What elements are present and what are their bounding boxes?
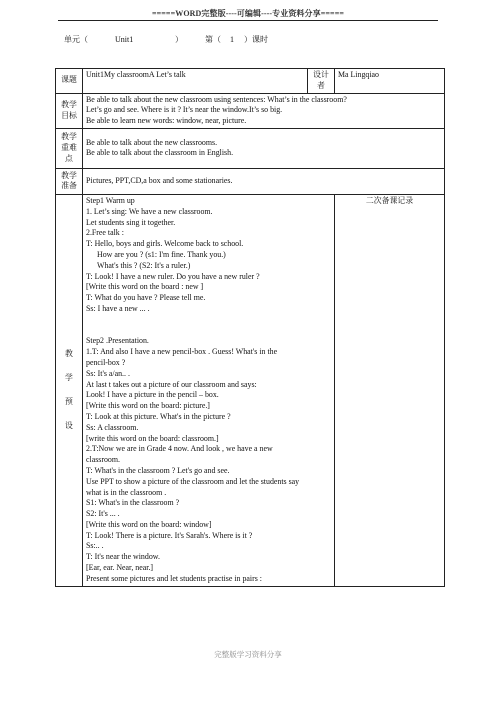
topic-row bbox=[56, 69, 445, 94]
unit-line bbox=[60, 25, 268, 45]
process-row bbox=[56, 194, 445, 586]
process-line: T: Look! I have a new ruler. Do you have a new ruler ? bbox=[86, 271, 260, 281]
process-label-char: 学 bbox=[65, 373, 73, 383]
process-line bbox=[86, 315, 331, 326]
lesson-plan-table bbox=[55, 68, 445, 587]
process-label-char: 预 bbox=[65, 397, 73, 407]
process-line: Step2 .Presentation. bbox=[86, 336, 149, 346]
focus-label-line: 重难 bbox=[61, 143, 77, 153]
process-line: 1. Let’s sing: We have a new classroom. bbox=[86, 206, 213, 216]
header-rule bbox=[58, 20, 438, 21]
focus-content bbox=[83, 128, 445, 168]
goals-line: Let’s go and see. Where is it ? It’s near the window.It’s so big. bbox=[86, 105, 283, 115]
process-line: Use PPT to show a picture of the classroom and let the students say bbox=[86, 476, 300, 486]
prep-row bbox=[56, 168, 445, 194]
process-line: Ss: It's a/an.. . bbox=[86, 368, 130, 378]
designer-value: Ma Lingqiao bbox=[335, 69, 445, 94]
goals-row bbox=[56, 93, 445, 128]
unit-name: Unit1 bbox=[115, 35, 134, 44]
process-line: Ss: A classroom. bbox=[86, 422, 139, 432]
prep-content: Pictures, PPT,CD,a box and some stationaries. bbox=[83, 168, 445, 194]
process-line: What's this ? (S2: It's a ruler.) bbox=[97, 260, 191, 270]
notes-header: 二次备课记录 bbox=[365, 195, 414, 205]
process-line: Look! I have a picture in the pencil – box. bbox=[86, 390, 219, 400]
process-line: [Write this word on the board : new ] bbox=[86, 282, 204, 292]
focus-line: Be able to talk about the classroom in English. bbox=[86, 148, 234, 158]
process-line: T: What's in the classroom ? Let's go and see. bbox=[86, 465, 230, 475]
goals-label bbox=[56, 93, 83, 128]
process-line: Let students sing it together. bbox=[86, 217, 176, 227]
goals-content bbox=[83, 93, 445, 128]
process-line: S2: It's ... . bbox=[86, 509, 120, 519]
process-content bbox=[83, 194, 335, 586]
process-line: what is in the classroom . bbox=[86, 487, 167, 497]
topic-label: 课题 bbox=[56, 69, 83, 94]
focus-label-line: 教学 bbox=[61, 132, 77, 142]
unit-close: ） bbox=[175, 35, 183, 44]
process-line: At last t takes out a picture of our classroom and says: bbox=[86, 379, 257, 389]
process-line bbox=[86, 326, 331, 337]
process-label bbox=[56, 194, 83, 586]
process-line: Ss:.. . bbox=[86, 541, 104, 551]
process-line: T: Look at this picture. What's in the picture ? bbox=[86, 411, 231, 421]
focus-line: Be able to talk about the new classrooms. bbox=[86, 137, 218, 147]
process-line: Ss: I have a new ... . bbox=[86, 303, 150, 313]
process-line: Present some pictures and let students practise in pairs : bbox=[86, 573, 262, 583]
process-line: [write this word on the board: classroom.] bbox=[86, 433, 219, 443]
focus-row bbox=[56, 128, 445, 168]
process-label-char: 教 bbox=[65, 349, 73, 359]
period-number: 1 bbox=[230, 35, 234, 44]
prep-label bbox=[56, 168, 83, 194]
period-prefix: 第（ bbox=[205, 35, 221, 44]
goals-line: Be able to learn new words: window, near, picture. bbox=[86, 116, 247, 126]
process-line: 2.T:Now we are in Grade 4 now. And look , we have a new bbox=[86, 444, 273, 454]
focus-label-line: 点 bbox=[65, 153, 73, 163]
process-line: [Write this word on the board: picture.] bbox=[86, 401, 210, 411]
process-line: T: It's near the window. bbox=[86, 552, 160, 562]
page-footer: 完整版学习资料分享 bbox=[214, 650, 282, 659]
topic-value: Unit1My classroomA Let’s talk bbox=[83, 69, 308, 94]
goals-line: Be able to talk about the new classroom using sentences: What’s in the classroom? bbox=[86, 94, 347, 104]
goals-label-line: 目标 bbox=[61, 110, 77, 120]
process-line: How are you ? (s1: I'm fine. Thank you.) bbox=[97, 249, 226, 259]
page-header-banner: =====WORD完整版----可编辑----专业资料分享===== bbox=[151, 9, 345, 18]
process-line: [Ear, ear. Near, near.] bbox=[86, 563, 154, 573]
process-line: 1.T: And also I have a new pencil-box . Guess! What's in the bbox=[86, 347, 278, 357]
process-line: [Write this word on the board: window] bbox=[86, 519, 212, 529]
focus-label bbox=[56, 128, 83, 168]
prep-label-line: 教学 bbox=[61, 170, 77, 180]
process-line: pencil-box ? bbox=[86, 357, 126, 367]
prep-label-line: 准备 bbox=[61, 181, 77, 191]
process-line: T: Look! There is a picture. It's Sarah's. Where is it ? bbox=[86, 530, 253, 540]
designer-label: 设计者 bbox=[308, 69, 335, 94]
process-line: 2.Free talk : bbox=[86, 228, 124, 238]
goals-label-line: 教学 bbox=[61, 99, 77, 109]
process-line: Step1 Warm up bbox=[86, 195, 135, 205]
process-line: T: Hello, boys and girls. Welcome back to school. bbox=[86, 239, 244, 249]
process-line: classroom. bbox=[86, 455, 120, 465]
process-label-char: 设 bbox=[65, 421, 73, 431]
process-line: T: What do you have ? Please tell me. bbox=[86, 293, 206, 303]
second-prep-notes bbox=[335, 194, 445, 586]
unit-prefix: 单元（ bbox=[64, 35, 88, 44]
process-line: S1: What's in the classroom ? bbox=[86, 498, 180, 508]
period-close: ）课时 bbox=[244, 35, 268, 44]
